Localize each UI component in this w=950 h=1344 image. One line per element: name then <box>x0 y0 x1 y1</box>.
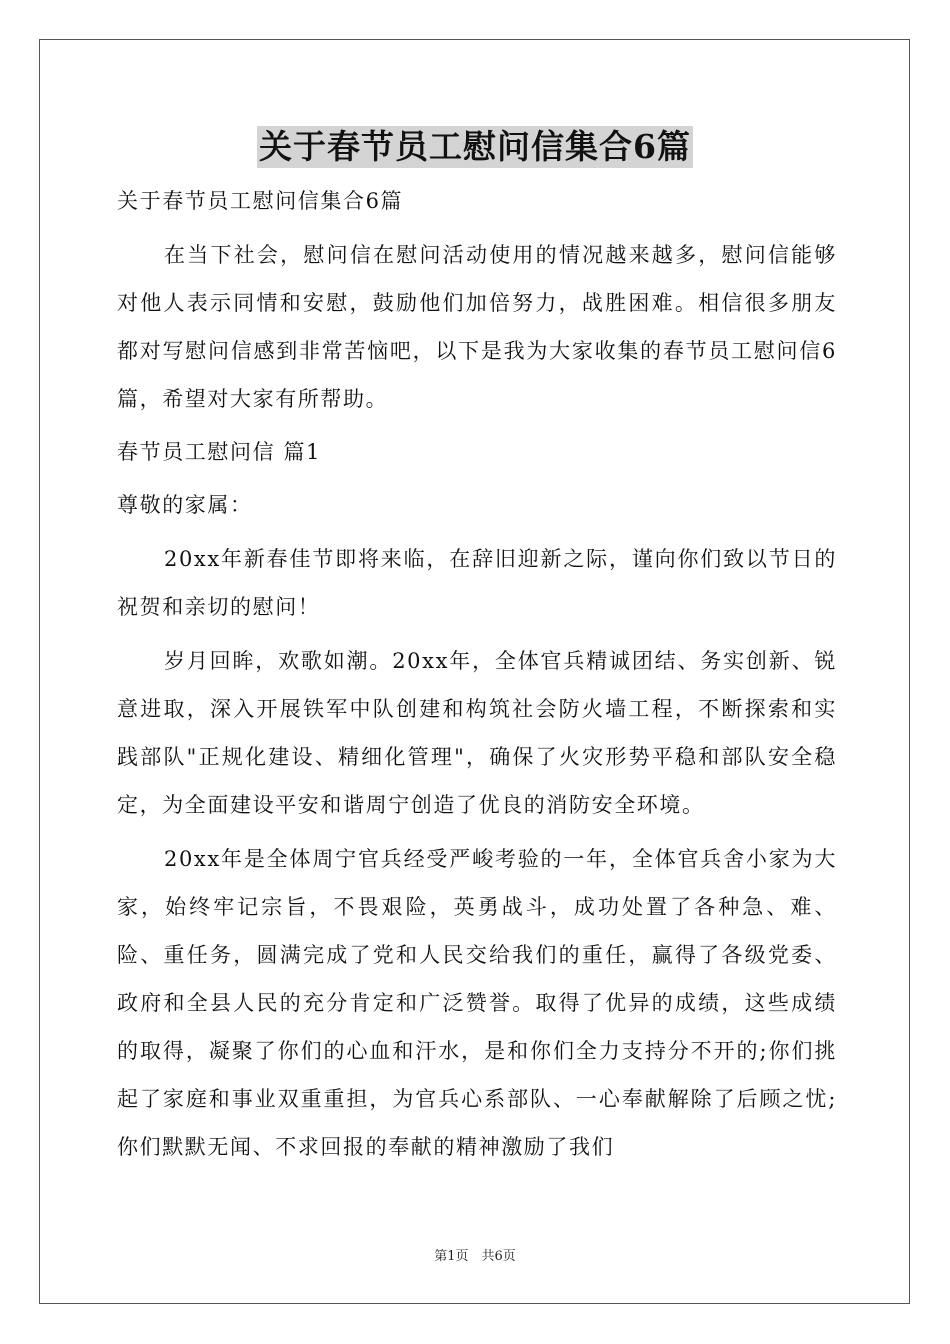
page-number: 第1页 共6页 <box>434 1249 516 1264</box>
body-paragraph-3: 20xx年是全体周宁官兵经受严峻考验的一年，全体官兵舍小家为大家，始终牢记宗旨，不畏艰险，英勇战斗，成功处置了各种急、难、险、重任务，圆满完成了党和人民交给我们的重任，赢得了各级党委、政府和全县人民的充分肯定和广泛赞誉。取得了优异的成绩，这些成绩的取得，凝聚了你们的心血和汗水，是和你们全力支持分不开的;你们挑起了家庭和事业双重重担，为官兵心系部队、一心奉献解除了后顾之忧;你们默默无闻、不求回报的奉献的精神激励了我们 <box>117 847 837 1159</box>
document-body <box>117 178 837 1171</box>
document-subtitle: 关于春节员工慰问信集合6篇 <box>117 189 404 213</box>
intro-paragraph: 在当下社会，慰问信在慰问活动使用的情况越来越多，慰问信能够对他人表示同情和安慰，鼓励他们加倍努力，战胜困难。相信很多朋友都对写慰问信感到非常苦恼吧，以下是我为大家收集的春节员工慰问信6篇，希望对大家有所帮助。 <box>117 243 837 411</box>
body-paragraph-1: 20xx年新春佳节即将来临，在辞旧迎新之际，谨向你们致以节日的祝贺和亲切的慰问！ <box>117 547 837 619</box>
body-paragraph-2: 岁月回眸，欢歌如潮。20xx年，全体官兵精诚团结、务实创新、锐意进取，深入开展铁军中队创建和构筑社会防火墙工程，不断探索和实践部队"正规化建设、精细化管理"，确保了火灾形势平稳和部队安全稳定，为全面建设平安和谐周宁创造了优良的消防安全环境。 <box>117 649 837 817</box>
document-title: 关于春节员工慰问信集合6篇 <box>259 127 691 166</box>
salutation: 尊敬的家属： <box>117 493 253 517</box>
section-heading: 春节员工慰问信 篇1 <box>117 440 322 464</box>
title-area <box>0 126 950 168</box>
